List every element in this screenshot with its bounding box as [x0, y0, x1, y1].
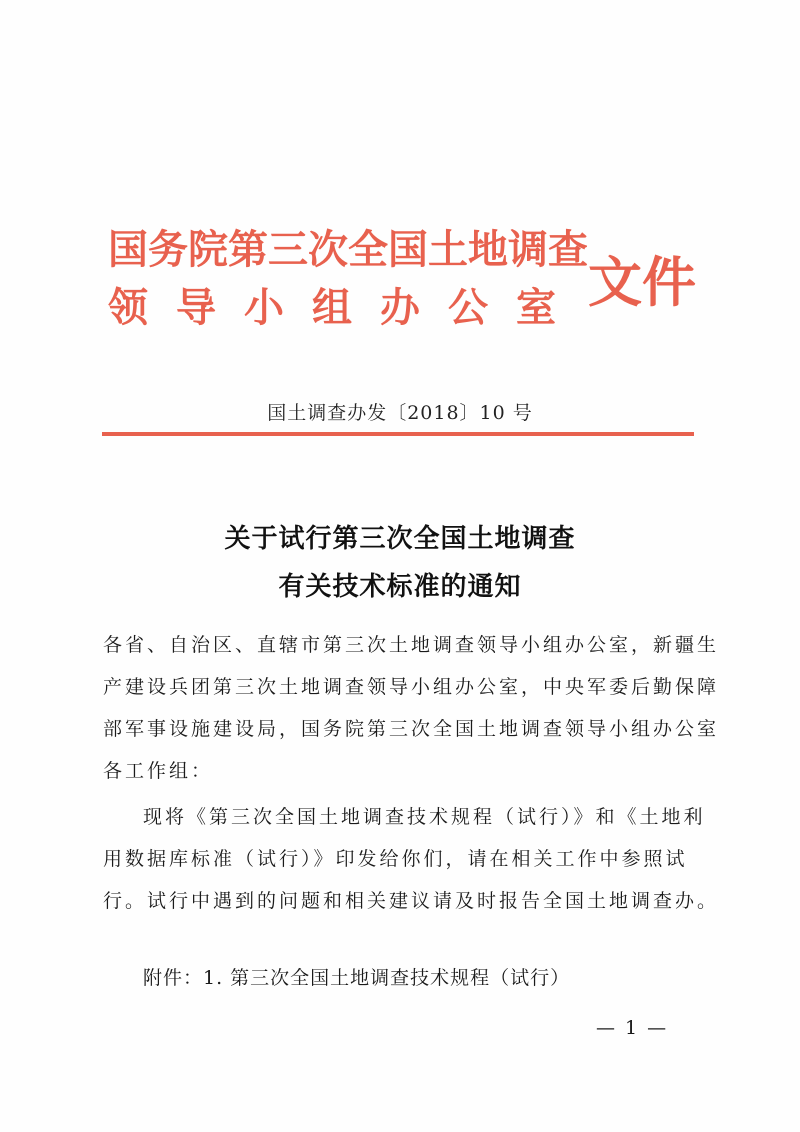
attachment-line: 附件：1. 第三次全国土地调查技术规程（试行）	[143, 967, 571, 989]
page-number: — 1 —	[596, 1017, 669, 1039]
masthead-char: 办	[380, 284, 420, 331]
document-title-line-1: 关于试行第三次全国土地调查	[224, 524, 576, 554]
masthead-char: 室	[516, 284, 556, 331]
recipients-line: 部军事设施建设局，国务院第三次全国土地调查领导小组办公室	[103, 718, 720, 740]
paragraph-line: 行。试行中遇到的问题和相关建议请及时报告全国土地调查办。	[103, 890, 720, 912]
document-title-line-2: 有关技术标准的通知	[278, 572, 522, 602]
body-paragraph	[103, 796, 720, 922]
masthead-char: 领	[108, 284, 148, 331]
recipients-line: 各工作组：	[103, 760, 214, 782]
red-masthead	[108, 218, 708, 338]
paragraph-line: 现将《第三次全国土地调查技术规程（试行）》和《土地利	[143, 806, 706, 828]
masthead-suffix: 文件	[588, 250, 696, 314]
recipients-line: 各省、自治区、直辖市第三次土地调查领导小组办公室，新疆生	[103, 634, 720, 656]
masthead-char: 小	[244, 284, 284, 331]
masthead-char: 公	[448, 284, 488, 331]
masthead-char: 组	[312, 284, 352, 331]
red-divider-line	[102, 432, 694, 436]
masthead-char: 导	[176, 284, 216, 331]
recipients-line: 产建设兵团第三次土地调查领导小组办公室，中央军委后勤保障	[103, 676, 720, 698]
paragraph-line: 用数据库标准（试行）》印发给你们，请在相关工作中参照试	[103, 848, 688, 870]
recipients-block	[103, 624, 720, 792]
document-number: 国土调查办发〔2018〕10 号	[267, 402, 533, 424]
masthead-line-1: 国务院第三次全国土地调查	[108, 226, 588, 273]
masthead-line-2	[108, 276, 556, 333]
